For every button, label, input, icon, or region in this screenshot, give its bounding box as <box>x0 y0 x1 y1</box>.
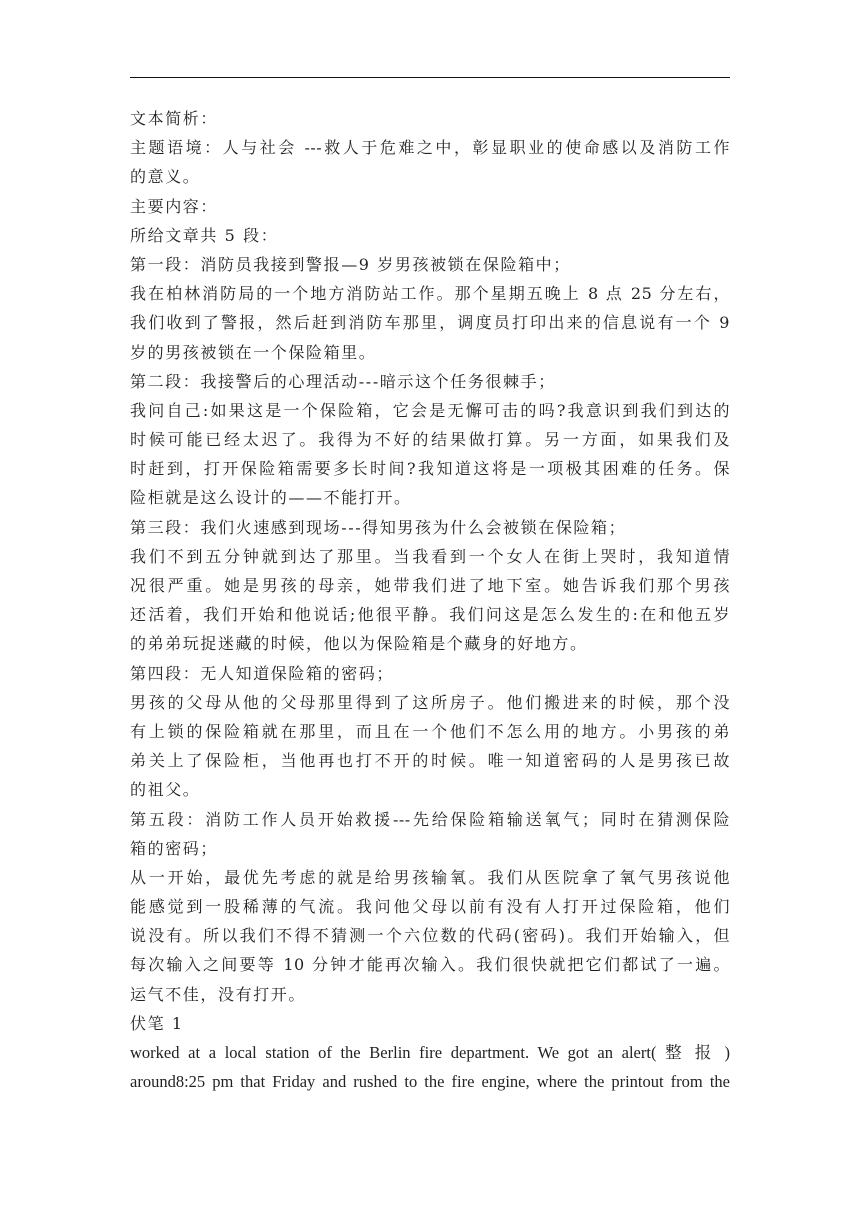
text-line: 时候可能已经太迟了。我得为不好的结果做打算。另一方面，如果我们及 <box>130 430 730 450</box>
text-line: 第五段：消防工作人员开始救援---先给保险箱输送氧气；同时在猜测保险 <box>130 809 730 829</box>
text-line: 文本简析： <box>130 109 219 128</box>
text-line: 主要内容： <box>130 196 219 216</box>
text-line: 我们不到五分钟就到达了那里。当我看到一个女人在街上哭时，我知道情 <box>130 546 730 566</box>
text-line: 第一段：消防员我接到警报—9 岁男孩被锁在保险箱中； <box>130 254 571 274</box>
text-line: 的弟弟玩捉迷藏的时候，他以为保险箱是个藏身的好地方。 <box>130 634 588 654</box>
text-line: 主题语境：人与社会 ---救人于危难之中，彰显职业的使命感以及消防工作 <box>130 138 730 158</box>
text-line: 的意义。 <box>130 167 201 187</box>
text-line: 险柜就是这么设计的——不能打开。 <box>130 488 412 508</box>
text-line: 况很严重。她是男孩的母亲，她带我们进了地下室。她告诉我们那个男孩 <box>130 576 730 595</box>
header-rule <box>130 77 730 78</box>
text-line: 第三段：我们火速感到现场---得知男孩为什么会被锁在保险箱； <box>130 517 627 537</box>
text-line: 时赶到，打开保险箱需要多长时间?我知道这将是一项极其困难的任务。保 <box>130 459 730 479</box>
text-line: 箱的密码； <box>130 838 219 858</box>
text-line: 第四段：无人知道保险箱的密码； <box>130 663 395 683</box>
text-line: around8:25 pm that Friday and rushed to the fire engine, where the printout from the <box>130 1072 730 1092</box>
text-line: 第二段：我接警后的心理活动---暗示这个任务很棘手； <box>130 371 556 391</box>
text-line: worked at a local station of the Berlin fire department. We got an alert( 整 报 ) <box>130 1043 730 1062</box>
text-line: 还活着，我们开始和他说话;他很平静。我们问这是怎么发生的:在和他五岁 <box>130 605 730 625</box>
text-line: 我们收到了警报，然后赶到消防车那里，调度员打印出来的信息说有一个 9 <box>130 313 730 333</box>
text-line: 说没有。所以我们不得不猜测一个六位数的代码(密码)。我们开始输入，但 <box>130 926 730 946</box>
document-body <box>130 104 730 1096</box>
text-line: 伏笔 1 <box>130 1013 184 1033</box>
text-line: 从一开始，最优先考虑的就是给男孩输氧。我们从医院拿了氧气男孩说他 <box>130 867 730 887</box>
text-line: 有上锁的保险箱就在那里，而且在一个他们不怎么用的地方。小男孩的弟 <box>130 721 730 741</box>
text-line: 的祖父。 <box>130 780 201 800</box>
text-line: 我在柏林消防局的一个地方消防站工作。那个星期五晚上 8 点 25 分左右， <box>130 284 730 304</box>
text-line: 所给文章共 5 段： <box>130 225 279 245</box>
text-line: 男孩的父母从他的父母那里得到了这所房子。他们搬进来的时候，那个没 <box>130 692 730 712</box>
text-line: 每次输入之间要等 10 分钟才能再次输入。我们很快就把它们都试了一遍。 <box>130 955 730 975</box>
text-line: 运气不佳，没有打开。 <box>130 984 307 1004</box>
text-line: 能感觉到一股稀薄的气流。我问他父母以前有没有人打开过保险箱，他们 <box>130 897 730 917</box>
text-line: 我问自己:如果这是一个保险箱，它会是无懈可击的吗?我意识到我们到达的 <box>130 400 730 420</box>
text-line: 弟关上了保险柜，当他再也打不开的时候。唯一知道密码的人是男孩已故 <box>130 751 730 771</box>
text-line: 岁的男孩被锁在一个保险箱里。 <box>130 342 377 362</box>
